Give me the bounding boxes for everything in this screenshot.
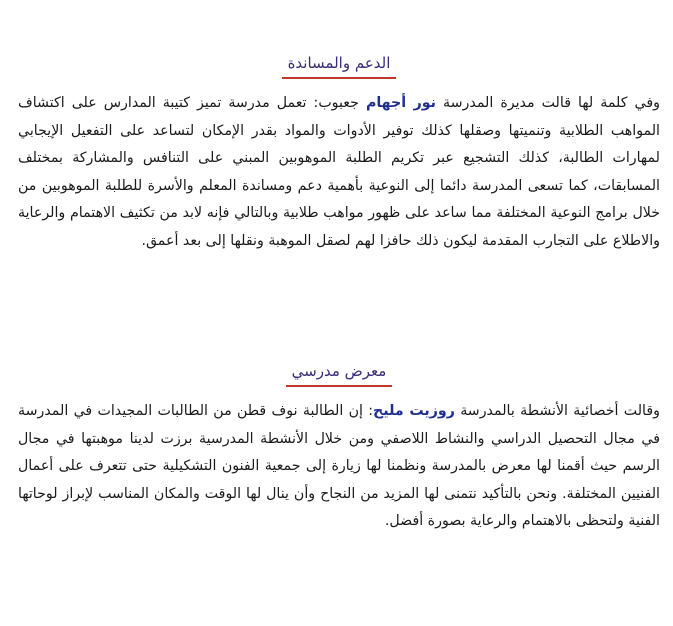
person-name: نور أجهام [365,95,436,111]
paragraph-intro: وقالت أخصائية الأنشطة بالمدرسة [454,403,661,419]
section-paragraph [18,86,660,255]
section-exhibition [18,360,660,536]
section-heading-wrap [18,52,660,86]
section-support [18,52,660,255]
paragraph-intro: وفي كلمة لها قالت مديرة المدرسة [435,95,660,111]
section-paragraph [18,394,660,536]
section-heading: الدعم والمساندة [282,52,397,79]
person-name: روزيت مليح [373,403,455,419]
paragraph-body: : إن الطالبة نوف قطن من الطالبات المجيدات في المدرسة في مجال التحصيل الدراسي والنشاط اللاصفي ومن خلال الأنشطة المدرسية برزت لدينا موهبتها في مجال الرسم حيث أقمنا لها معرض بالمدرسة ونظمنا لها زيارة إلى جمعية الفنون التشكيلية حتى تتعرف على أعمال الفنيين المختلفة. ونحن بالتأكيد نتمنى لها المزيد من النجاح وأن ينال لها الوقت والمكان المناسب لإبراز لوحاتها الفنية ولتحظى بالاهتمام والرعاية بصورة أفضل. [18,403,660,529]
section-heading-wrap [18,360,660,394]
section-heading: معرض مدرسي [286,360,393,387]
paragraph-body: جعبوب: تعمل مدرسة تميز كتيبة المدارس على اكتشاف المواهب الطلابية وتنميتها وصقلها كذلك توفير الأدوات والمواد بقدر الإمكان لتساعد على التفعيل الإيجابي لمهارات الطالبة، كذلك التشجيع عبر تكريم الطلبة الموهوبين المبني على التنافس والمشاركة بمختلف المسابقات، كما تسعى المدرسة دائما إلى النوعية بأهمية دعم ومساندة المعلم والأسرة للطلبة الموهوبين من خلال برامج النوعية المختلفة مما ساعد على ظهور مواهب طلابية وبالتالي فإنه لابد من تكثيف الاهتمام والرعاية والاطلاع على التجارب المقدمة ليكون ذلك حافزا لهم لصقل الموهبة ونقلها إلى بعد أعمق. [18,95,660,249]
